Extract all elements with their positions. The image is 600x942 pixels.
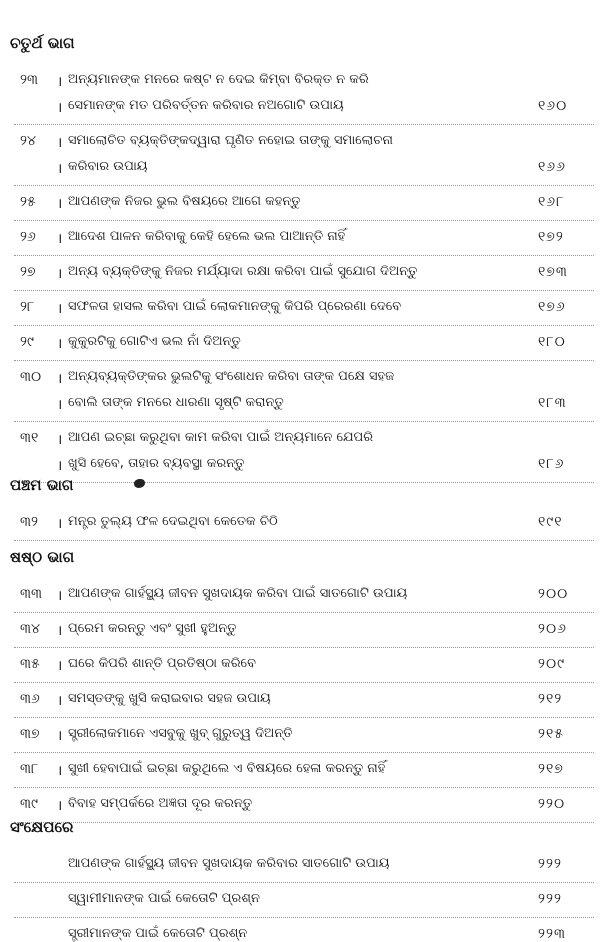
entry-page-number[interactable]: ୨୦୦ bbox=[538, 586, 569, 602]
entry-divider bbox=[14, 185, 594, 186]
entry-divider bbox=[14, 917, 594, 918]
entry-page-number[interactable]: ୧୯୧ bbox=[538, 514, 563, 530]
entry-number: ୩୮ bbox=[20, 761, 39, 777]
entry-separator: । bbox=[57, 371, 63, 387]
entry-separator: । bbox=[57, 336, 63, 352]
entry-number: ୩୩ bbox=[20, 586, 43, 602]
entry-number: ୩୯ bbox=[20, 796, 38, 812]
entry-divider bbox=[14, 255, 594, 256]
entry-title-line[interactable]: ସେମାନଙ୍କ ମତ ପରିବର୍ତ୍ତନ କରିବାର ନଅଗୋଟି ଉପାୟ bbox=[68, 98, 344, 113]
entry-page-number[interactable]: ୨୨୦ bbox=[538, 796, 566, 812]
entry-separator: । bbox=[57, 658, 63, 674]
entry-number: ୩୫ bbox=[20, 656, 40, 672]
entry-number: ୩୬ bbox=[20, 691, 40, 707]
entry-page-number[interactable]: ୧୮୬ bbox=[538, 456, 565, 472]
entry-page-number[interactable]: ୧୭୬ bbox=[538, 299, 566, 315]
section-title: ସଂକ୍ଷେପରେ bbox=[10, 818, 74, 836]
entry-divider bbox=[14, 787, 594, 788]
entry-title-line[interactable]: ପ୍ରେମ କରନ୍ତୁ ଏବଂ ସୁଖୀ ହୁଅନ୍ତୁ bbox=[68, 621, 237, 636]
entry-divider bbox=[14, 482, 594, 483]
entry-page-number[interactable]: ୨୦୯ bbox=[538, 656, 566, 672]
entry-title-line[interactable]: ଅନ୍ୟମାନଙ୍କ ମନରେ କଷ୍ଟ ନ ଦେଇ କିମ୍ବା ବିରକ୍ତ ନ କରି bbox=[68, 72, 369, 87]
entry-divider bbox=[14, 717, 594, 718]
entry-separator: । bbox=[57, 588, 63, 604]
entry-title-line[interactable]: କୁକୁରଟିକୁ ଗୋଟିଏ ଭଲ ନାଁ ଦିଅନ୍ତୁ bbox=[68, 334, 241, 349]
entry-page-number[interactable]: ୨୨୨ bbox=[538, 891, 562, 907]
entry-separator: । bbox=[57, 516, 63, 532]
entry-title-line[interactable]: ସମାଲୋଚିତ ବ୍ୟକ୍ତିଙ୍କଦ୍ୱାରା ଘୃଣିତ ନହୋଇ ତାଙ୍କୁ ସମାଲୋଚନା bbox=[68, 133, 393, 148]
entry-page-number[interactable]: ୧୮୦ bbox=[538, 334, 566, 350]
entry-divider bbox=[14, 220, 594, 221]
entry-number: ୨୪ bbox=[20, 133, 36, 149]
entry-separator: । bbox=[57, 728, 63, 744]
entry-title-line[interactable]: ଅନ୍ୟ ବ୍ୟକ୍ତିଙ୍କୁ ନିଜର ମର୍ଯ୍ୟାଦା ରକ୍ଷା କରିବା ପାଇଁ ସୁଯୋଗ ଦିଅନ୍ତୁ bbox=[68, 264, 418, 279]
entry-title-line[interactable]: ଆପଣଙ୍କ ନିଜର ଭୁଲ ବିଷୟରେ ଆଗେ କହନ୍ତୁ bbox=[68, 194, 301, 209]
entry-separator: । bbox=[57, 397, 63, 413]
entry-number: ୩୨ bbox=[20, 514, 38, 530]
entry-number: ୨୯ bbox=[20, 334, 34, 350]
entry-title-line[interactable]: ସମସ୍ତଙ୍କୁ ଖୁସି କରାଇବାର ସହଜ ଉପାୟ bbox=[68, 691, 271, 706]
entry-page-number[interactable]: ୨୦୬ bbox=[538, 621, 567, 637]
entry-divider bbox=[14, 421, 594, 422]
entry-title-line[interactable]: ଘରେ କିପରି ଶାନ୍ତି ପ୍ରତିଷ୍ଠା କରିବେ bbox=[68, 656, 256, 671]
entry-title-line[interactable]: ଆପଣଙ୍କ ଗାର୍ହସ୍ଥ୍ୟ ଜୀବନ ସୁଖଦାୟକ କରିବାର ସାତଗୋଟି ଉପାୟ bbox=[68, 856, 390, 871]
entry-number: ୩୦ bbox=[20, 369, 42, 385]
entry-title-line[interactable]: ସଫଳତା ହାସଲ କରିବା ପାଇଁ ଲୋକମାନଙ୍କୁ କିପରି ପ୍ରେରଣା ଦେବେ bbox=[68, 299, 402, 314]
entry-number: ୩୪ bbox=[20, 621, 40, 637]
entry-number: ୨୮ bbox=[20, 299, 35, 315]
entry-title-line[interactable]: ମନ୍ତ୍ର ତୁଲ୍ୟ ଫଳ ଦେଇଥିବା କେତେକ ଚିଠି bbox=[68, 514, 278, 529]
entry-divider bbox=[14, 882, 594, 883]
entry-page-number[interactable]: ୧୭୨ bbox=[538, 229, 564, 245]
entry-page-number[interactable]: ୨୨୩ bbox=[538, 926, 566, 942]
entry-separator: । bbox=[57, 763, 63, 779]
entry-title-line[interactable]: ଖୁସି ହେବେ, ତାହାର ବ୍ୟବସ୍ଥା କରନ୍ତୁ bbox=[68, 456, 245, 471]
entry-page-number[interactable]: ୧୭୩ bbox=[538, 264, 568, 280]
entry-separator: । bbox=[57, 458, 63, 474]
entry-separator: । bbox=[57, 196, 63, 212]
entry-divider bbox=[14, 752, 594, 753]
entry-page-number[interactable]: ୧୬୮ bbox=[538, 194, 565, 210]
entry-title-line[interactable]: କରିବାର ଉପାୟ bbox=[68, 159, 148, 174]
entry-title-line[interactable]: ବୋଲି ତାଙ୍କ ମନରେ ଧାରଣା ସୃଷ୍ଟି କରାନ୍ତୁ bbox=[68, 395, 284, 410]
entry-title-line[interactable]: ଅନ୍ୟବ୍ୟକ୍ତିଙ୍କର ଭୁଲଟିକୁ ସଂଶୋଧନ କରିବା ତାଙ୍କ ପକ୍ଷେ ସହଜ bbox=[68, 369, 395, 384]
entry-number: ୨୬ bbox=[20, 229, 36, 245]
entry-separator: । bbox=[57, 301, 63, 317]
entry-separator: । bbox=[57, 266, 63, 282]
entry-number: ୩୧ bbox=[20, 430, 39, 446]
entry-title-line[interactable]: ଆପଣ ଇଚ୍ଛା କରୁଥିବା କାମ କରିବା ପାଇଁ ଅନ୍ୟମାନେ ଯେପରି bbox=[68, 430, 374, 445]
entry-page-number[interactable]: ୨୨୨ bbox=[538, 856, 562, 872]
entry-number: ୩୭ bbox=[20, 726, 40, 742]
entry-divider bbox=[14, 822, 594, 823]
entry-title-line[interactable]: ବିବାହ ସମ୍ପର୍କରେ ଅଜ୍ଞତା ଦୂର କରନ୍ତୁ bbox=[68, 796, 253, 811]
entry-separator: । bbox=[57, 74, 63, 90]
section-title: ପଞ୍ଚମ ଭାଗ bbox=[10, 476, 74, 494]
entry-page-number[interactable]: ୨୧୭ bbox=[538, 761, 564, 777]
entry-page-number[interactable]: ୨୧୨ bbox=[538, 691, 563, 707]
entry-divider bbox=[14, 612, 594, 613]
entry-number: ୨୭ bbox=[20, 264, 36, 280]
section-title: ଷଷ୍ଠ ଭାଗ bbox=[10, 548, 75, 566]
entry-separator: । bbox=[57, 161, 63, 177]
entry-separator: । bbox=[57, 693, 63, 709]
entry-divider bbox=[14, 290, 594, 291]
entry-separator: । bbox=[57, 798, 63, 814]
entry-divider bbox=[14, 360, 594, 361]
entry-separator: । bbox=[57, 135, 63, 151]
entry-divider bbox=[14, 124, 594, 125]
entry-separator: । bbox=[57, 100, 63, 116]
entry-page-number[interactable]: ୨୧୫ bbox=[538, 726, 565, 742]
section-title: ଚତୁର୍ଥ ଭାଗ bbox=[10, 34, 75, 52]
entry-title-line[interactable]: ସ୍ୱାମୀମାନଙ୍କ ପାଇଁ କେତୋଟି ପ୍ରଶ୍ନ bbox=[68, 891, 260, 906]
entry-number: ୨୩ bbox=[20, 72, 38, 88]
entry-title-line[interactable]: ସ୍ତ୍ରୀମାନଙ୍କ ପାଇଁ କେତୋଟି ପ୍ରଶ୍ନ bbox=[68, 926, 248, 941]
entry-divider bbox=[14, 682, 594, 683]
entry-divider bbox=[14, 325, 594, 326]
entry-title-line[interactable]: ଆଦେଶ ପାଳନ କରିବାକୁ କେହି ହେଲେ ଭଲ ପାଆନ୍ତି ନାହିଁ bbox=[68, 229, 346, 244]
entry-separator: । bbox=[57, 231, 63, 247]
entry-page-number[interactable]: ୧୬୬ bbox=[538, 159, 566, 175]
entry-divider bbox=[14, 540, 594, 541]
entry-divider bbox=[14, 647, 594, 648]
entry-number: ୨୫ bbox=[20, 194, 36, 210]
entry-separator: । bbox=[57, 432, 63, 448]
entry-page-number[interactable]: ୧୬୦ bbox=[538, 98, 568, 114]
entry-title-line[interactable]: ଆପଣଙ୍କ ଗାର୍ହସ୍ଥ୍ୟ ଜୀବନ ସୁଖଦାୟକ କରିବା ପାଇଁ ସାତଗୋଟି ଉପାୟ bbox=[68, 586, 408, 601]
entry-page-number[interactable]: ୧୮୩ bbox=[538, 395, 567, 411]
entry-separator: । bbox=[57, 623, 63, 639]
entry-title-line[interactable]: ସ୍ତ୍ରୀଲୋକମାନେ ଏସବୁକୁ ଖୁବ୍ ଗୁରୁତ୍ୱ ଦିଅନ୍ତି bbox=[68, 726, 293, 741]
entry-title-line[interactable]: ସୁଖୀ ହେବାପାଇଁ ଇଚ୍ଛା କରୁଥିଲେ ଏ ବିଷୟରେ ହେଳା କରନ୍ତୁ ନାହିଁ bbox=[68, 761, 386, 776]
